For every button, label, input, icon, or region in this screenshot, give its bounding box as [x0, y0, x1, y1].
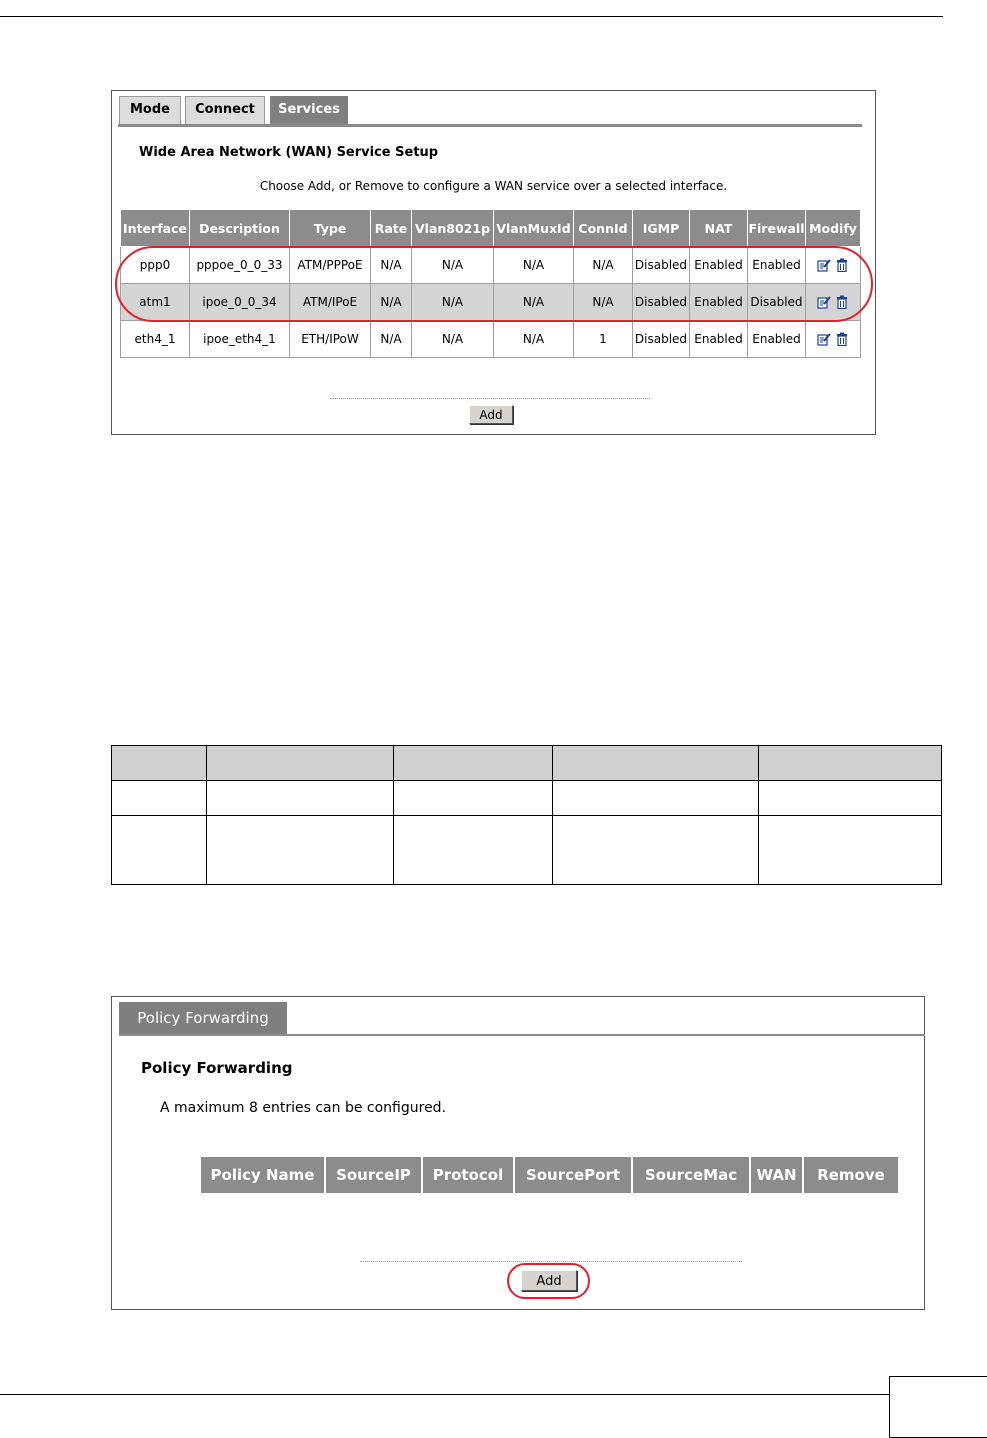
edit-icon[interactable]	[817, 295, 831, 309]
table-row	[121, 321, 861, 358]
modify-cell	[806, 284, 861, 321]
column-header: Rate	[371, 210, 412, 247]
table-cell: N/A	[574, 284, 633, 321]
page-title: Policy Forwarding	[141, 1059, 293, 1077]
delete-icon[interactable]	[835, 295, 849, 309]
column-header: WAN	[750, 1157, 803, 1193]
wan-service-table	[120, 209, 861, 358]
table-cell: ATM/IPoE	[290, 284, 371, 321]
column-header: IGMP	[633, 210, 690, 247]
page-footer-rule	[0, 1394, 889, 1395]
table-cell	[759, 746, 942, 781]
table-cell	[553, 816, 759, 885]
column-header: Protocol	[422, 1157, 514, 1193]
dotted-divider	[360, 1261, 742, 1262]
modify-cell	[806, 321, 861, 358]
tab-mode[interactable]: Mode	[119, 96, 181, 124]
table-row	[112, 816, 942, 885]
table-cell: Disabled	[633, 321, 690, 358]
table-cell: N/A	[574, 247, 633, 284]
policy-forwarding-screenshot	[111, 996, 925, 1310]
policy-table	[201, 1157, 900, 1193]
table-cell: ETH/IPoW	[290, 321, 371, 358]
modify-cell	[806, 247, 861, 284]
document-table	[111, 745, 942, 885]
column-header: Vlan8021p	[412, 210, 494, 247]
delete-icon[interactable]	[835, 258, 849, 272]
table-cell: N/A	[371, 284, 412, 321]
table-cell: ipoe_0_0_34	[190, 284, 290, 321]
table-cell: N/A	[371, 321, 412, 358]
add-button[interactable]: Add	[521, 1270, 577, 1291]
table-cell: N/A	[412, 321, 494, 358]
column-header: ConnId	[574, 210, 633, 247]
edit-icon[interactable]	[817, 332, 831, 346]
column-header: VlanMuxId	[494, 210, 574, 247]
column-header: Description	[190, 210, 290, 247]
dotted-divider	[330, 398, 650, 399]
table-cell	[394, 746, 553, 781]
table-cell	[553, 746, 759, 781]
table-cell: Disabled	[748, 284, 806, 321]
table-cell: N/A	[494, 321, 574, 358]
column-header: SourceIP	[325, 1157, 422, 1193]
delete-icon[interactable]	[835, 332, 849, 346]
column-header: Remove	[803, 1157, 899, 1193]
table-cell	[394, 816, 553, 885]
table-cell: Enabled	[690, 321, 748, 358]
table-cell	[759, 781, 942, 816]
table-header-row	[121, 210, 861, 247]
column-header: Modify	[806, 210, 861, 247]
table-cell: Disabled	[633, 247, 690, 284]
column-header: Firewall	[748, 210, 806, 247]
table-cell: pppoe_0_0_33	[190, 247, 290, 284]
table-header-row	[112, 746, 942, 781]
table-cell	[207, 781, 394, 816]
table-row	[112, 781, 942, 816]
table-cell: ppp0	[121, 247, 190, 284]
table-row	[121, 247, 861, 284]
page-description: A maximum 8 entries can be configured.	[160, 1100, 447, 1116]
table-cell: N/A	[412, 247, 494, 284]
table-cell: N/A	[494, 284, 574, 321]
table-cell: Enabled	[690, 284, 748, 321]
tab-underline	[118, 124, 862, 127]
table-cell: eth4_1	[121, 321, 190, 358]
table-cell: atm1	[121, 284, 190, 321]
table-cell: ipoe_eth4_1	[190, 321, 290, 358]
column-header: NAT	[690, 210, 748, 247]
page-title: Wide Area Network (WAN) Service Setup	[139, 145, 439, 160]
tab-services[interactable]: Services	[270, 96, 348, 124]
table-cell	[394, 781, 553, 816]
table-row	[121, 284, 861, 321]
page-number-box	[889, 1376, 987, 1438]
table-cell: 1	[574, 321, 633, 358]
column-header: SourcePort	[514, 1157, 632, 1193]
table-header-row	[201, 1157, 899, 1193]
table-cell	[207, 746, 394, 781]
table-cell: Enabled	[748, 321, 806, 358]
table-cell	[759, 816, 942, 885]
table-cell: N/A	[412, 284, 494, 321]
table-cell: Enabled	[748, 247, 806, 284]
wan-service-screenshot	[111, 90, 876, 435]
edit-icon[interactable]	[817, 258, 831, 272]
column-header: SourceMac	[632, 1157, 750, 1193]
column-header: Interface	[121, 210, 190, 247]
table-cell	[553, 781, 759, 816]
add-button[interactable]: Add	[469, 405, 513, 424]
table-cell	[207, 816, 394, 885]
table-cell: Enabled	[690, 247, 748, 284]
page-description: Choose Add, or Remove to configure a WAN service over a selected interface.	[259, 179, 728, 193]
column-header: Type	[290, 210, 371, 247]
table-cell: Disabled	[633, 284, 690, 321]
table-cell: ATM/PPPoE	[290, 247, 371, 284]
page-header-rule	[0, 16, 943, 17]
column-header: Policy Name	[201, 1157, 325, 1193]
table-cell	[112, 746, 207, 781]
table-cell	[112, 781, 207, 816]
table-cell: N/A	[494, 247, 574, 284]
table-cell: N/A	[371, 247, 412, 284]
tab-connect[interactable]: Connect	[185, 96, 265, 124]
tab-policy-forwarding[interactable]: Policy Forwarding	[119, 1002, 287, 1034]
tab-underline	[119, 1034, 925, 1036]
table-cell	[112, 816, 207, 885]
